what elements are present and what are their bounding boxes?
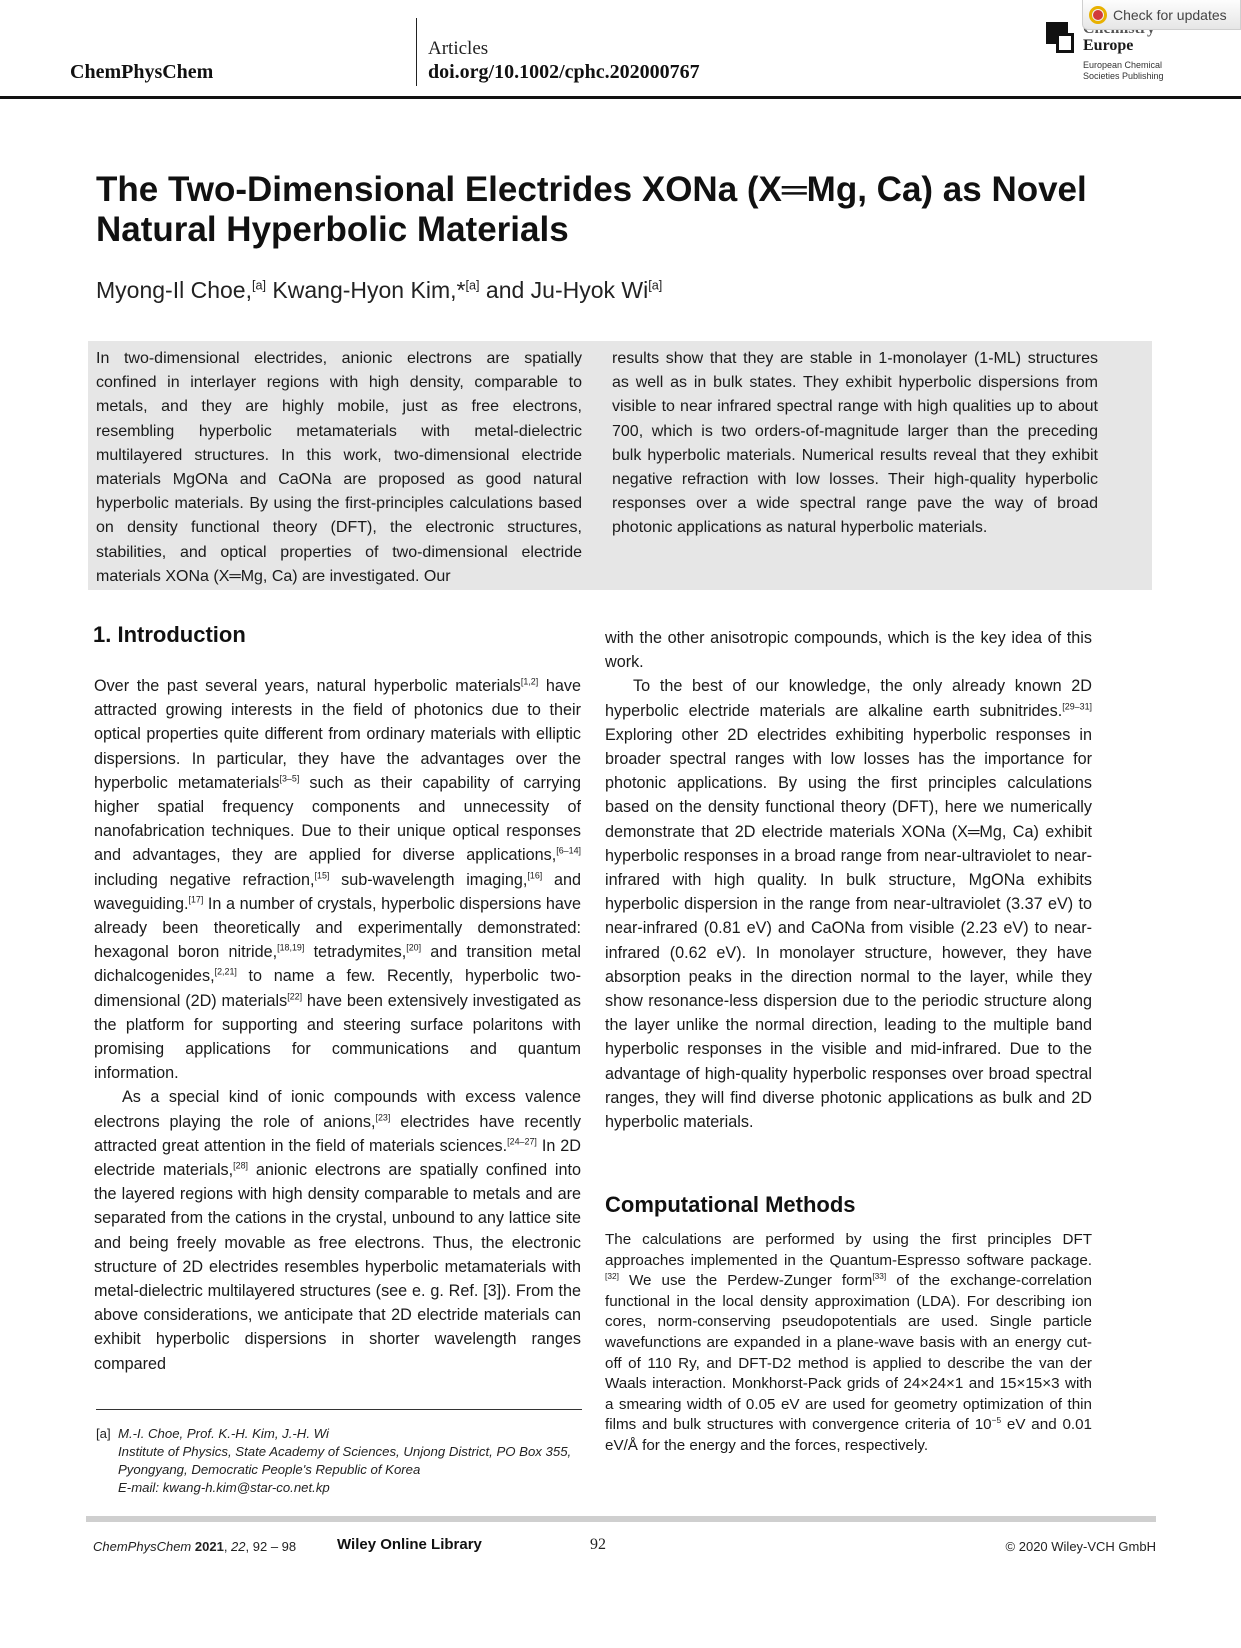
citation[interactable]: [20]: [406, 942, 422, 953]
methods-paragraph: The calculations are performed by using the first principles DFT approaches implemented in the Quantum-Espresso software package.[32] We use the Perdew-Zunger form[33] of the exchange-correlation functional in the local density approximation (LDA). For describing ion cores, norm-conserving pseudopotentials are used. Single particle wavefunctions are expanded in a plane-wave basis with an energy cut-off of 110 Ry, and DFT-D2 method is applied to describe the van der Waals interaction. Monkhorst-Pack grids of 24×24×1 and 15×15×3 with a smearing width of 0.05 eV are used for geometry optimization of thin films and bulk structures with convergence criteria of $10^{-5}$ eV and 0.01 eV/Å for the energy and the forces, respectively.: [605, 1231, 1093, 1454]
section-heading-introduction: 1. Introduction: [93, 622, 246, 647]
footnote-rule: [96, 1409, 582, 1410]
intro-paragraph-3: with the other anisotropic compounds, which is the key idea of this work.: [605, 629, 1092, 672]
article-type: Articles: [428, 38, 489, 59]
affiliation-mark: [a]: [648, 278, 663, 293]
crossmark-icon: [1089, 6, 1107, 24]
author-list: [96, 277, 662, 304]
intro-right-column: [605, 626, 1092, 1134]
citation[interactable]: [28]: [233, 1160, 249, 1171]
citation[interactable]: [16]: [527, 870, 543, 881]
header-rule: [0, 96, 1241, 99]
footnote-tag: [a]: [96, 1426, 111, 1441]
abstract-right-column: results show that they are stable in 1-monolayer (1-ML) structures as well as in bulk states. They exhibit hyperbolic dispersions from visible to near infrared spectral range with high qualities up to about 700, which is two orders-of-magnitude larger than the preceding bulk hyperbolic materials. Numerical results reveal that they exhibit negative refraction with low losses. Their high-quality hyperbolic responses over a wide spectral range pave the way of broad photonic applications as natural hyperbolic materials.: [612, 350, 1098, 537]
wiley-online-library-link[interactable]: Wiley Online Library: [337, 1536, 482, 1553]
citation-info: ChemPhysChem 2021, 22, 92 – 98: [93, 1539, 297, 1554]
publisher-name-line2: Europe: [1083, 37, 1134, 54]
exponent: −5: [991, 1415, 1002, 1426]
check-for-updates-label: Check for updates: [1113, 6, 1227, 23]
citation[interactable]: [1,2]: [520, 676, 539, 687]
citation[interactable]: [18,19]: [277, 942, 305, 953]
citation[interactable]: [22]: [287, 991, 303, 1002]
doi-link[interactable]: doi.org/10.1002/cphc.202000767: [428, 61, 700, 83]
journal-name: ChemPhysChem: [70, 61, 214, 83]
intro-paragraph-2: As a special kind of ionic compounds with excess valence electrons playing the role of anions,[23] electrides have recently attracted great attention in the field of materials sciences.[24–27] In 2D electride materials,[28] anionic electrons are spatially confined into the layered regions with high density comparable to metals and are separated from the cations in the crystal, unbound to any lattice site and being freely movable as free electrons. Thus, the electronic structure of 2D electrides resembles hyperbolic metamaterials with metal-dielectric multilayered structures (see e. g. Ref. [3]). From the above considerations, we anticipate that 2D electride materials can exhibit hyperbolic dispersions in shorter wavelength ranges compared: [94, 1088, 581, 1373]
footnote-authors: M.-I. Choe, Prof. K.-H. Kim, J.-H. Wi: [118, 1426, 329, 1441]
copyright: © 2020 Wiley-VCH GmbH: [1005, 1539, 1156, 1554]
citation[interactable]: [2,21]: [214, 967, 237, 978]
section-heading-methods: Computational Methods: [605, 1192, 856, 1217]
author-3: and Ju-Hyok Wi: [479, 277, 649, 303]
article-title-line1: The Two-Dimensional Electrides XONa (X═Mg, Ca) as Novel: [96, 170, 1087, 209]
citation[interactable]: [17]: [188, 894, 204, 905]
author-2: Kwang-Hyon Kim,*: [266, 277, 466, 303]
intro-paragraph-4: To the best of our knowledge, the only already known 2D hyperbolic electride materials are alkaline earth subnitrides.[29–31] Exploring other 2D electrides exhibiting hyperbolic responses in broader spectral ranges with low losses has the importance for photonic applications. By using the first principles calculations based on the density functional theory (DFT), here we numerically demonstrate that 2D electride materials XONa (X═Mg, Ca) exhibit hyperbolic responses in a broad range from near-ultraviolet to near-infrared with high quality. In bulk structure, MgONa exhibits hyperbolic dispersion in the range from near-ultraviolet (3.37 eV) to near-infrared (0.81 eV) and CaONa from visible (2.23 eV) to near-infrared (0.62 eV). In monolayer structure, however, they have absorption peaks in the direction normal to the layer, while they show resonance-less dispersion due to the periodic structure along the layer unlike the normal direction, leading to the multiple band hyperbolic responses in the visible and mid-infrared. Due to the advantage of high-quality hyperbolic responses over broad spectral ranges, they will find diverse photonic applications as bulk and 2D hyperbolic materials.: [605, 677, 1092, 1132]
citation[interactable]: [32]: [605, 1271, 619, 1282]
publisher-subtitle-line1: European Chemical: [1083, 60, 1163, 70]
check-for-updates-button[interactable]: [1082, 0, 1241, 30]
author-1: Myong-Il Choe,: [96, 277, 252, 303]
article-title-line2: Natural Hyperbolic Materials: [96, 210, 569, 249]
citation[interactable]: [29–31]: [1062, 701, 1092, 712]
intro-paragraph-1: Over the past several years, natural hyperbolic materials[1,2] have attracted growing interests in the field of photonics due to their optical properties quite different from ordinary materials with elliptic dispersions. In particular, they have the advantages over the hyperbolic metamaterials[3–5] such as their capability of carrying higher spatial frequency components and unnecessity of nanofabrication techniques. Due to their unique optical responses and advantages, they are applied for diverse applications,[6–14] including negative refraction,[15] sub-wavelength imaging,[16] and waveguiding.[17] In a number of crystals, hyperbolic dispersions have already been theoretically and experimentally demonstrated: hexagonal boron nitride,[18,19] tetradymites,[20] and transition metal dichalcogenides,[2,21] to name a few. Recently, hyperbolic two-dimensional (2D) materials[22] have been extensively investigated as the platform for supporting and steering surface polaritons with promising applications for communications and quantum information.: [94, 676, 581, 1083]
header-divider: [416, 18, 417, 86]
page-number: 92: [590, 1536, 606, 1553]
intro-left-column: [94, 674, 581, 1376]
affiliation-footnote: [96, 1425, 586, 1497]
affiliation-mark: [a]: [465, 278, 480, 293]
citation[interactable]: [3–5]: [279, 773, 300, 784]
footnote-institution: Institute of Physics, State Academy of Sciences, Unjong District, PO Box 355,: [118, 1444, 572, 1459]
article-title: [96, 170, 1186, 250]
citation[interactable]: [15]: [314, 870, 330, 881]
footer-rule: [86, 1516, 1156, 1522]
abstract-left-column: In two-dimensional electrides, anionic electrons are spatially confined in interlayer regions with high density, comparable to metals, and they are highly mobile, just as free electrons, resembling hyperbolic metamaterials with metal-dielectric multilayered structures. In this work, two-dimensional electride materials MgONa and CaONa are proposed as good natural hyperbolic materials. By using the first-principles calculations based on density functional theory (DFT), the electronic structures, stabilities, and optical properties of two-dimensional electride materials XONa (X═Mg, Ca) are investigated. Our: [96, 350, 582, 585]
affiliation-mark: [a]: [251, 278, 267, 293]
publisher-subtitle-line2: Societies Publishing: [1083, 71, 1164, 81]
citation[interactable]: [23]: [375, 1112, 391, 1123]
citation[interactable]: [24–27]: [507, 1136, 537, 1147]
footnote-location: Pyongyang, Democratic People's Republic of Korea: [118, 1462, 421, 1477]
citation[interactable]: [33]: [872, 1271, 887, 1282]
footnote-email[interactable]: E-mail: kwang-h.kim@star-co.net.kp: [118, 1480, 330, 1495]
citation[interactable]: [6–14]: [556, 846, 581, 857]
publisher-logo-icon: [1046, 22, 1078, 56]
